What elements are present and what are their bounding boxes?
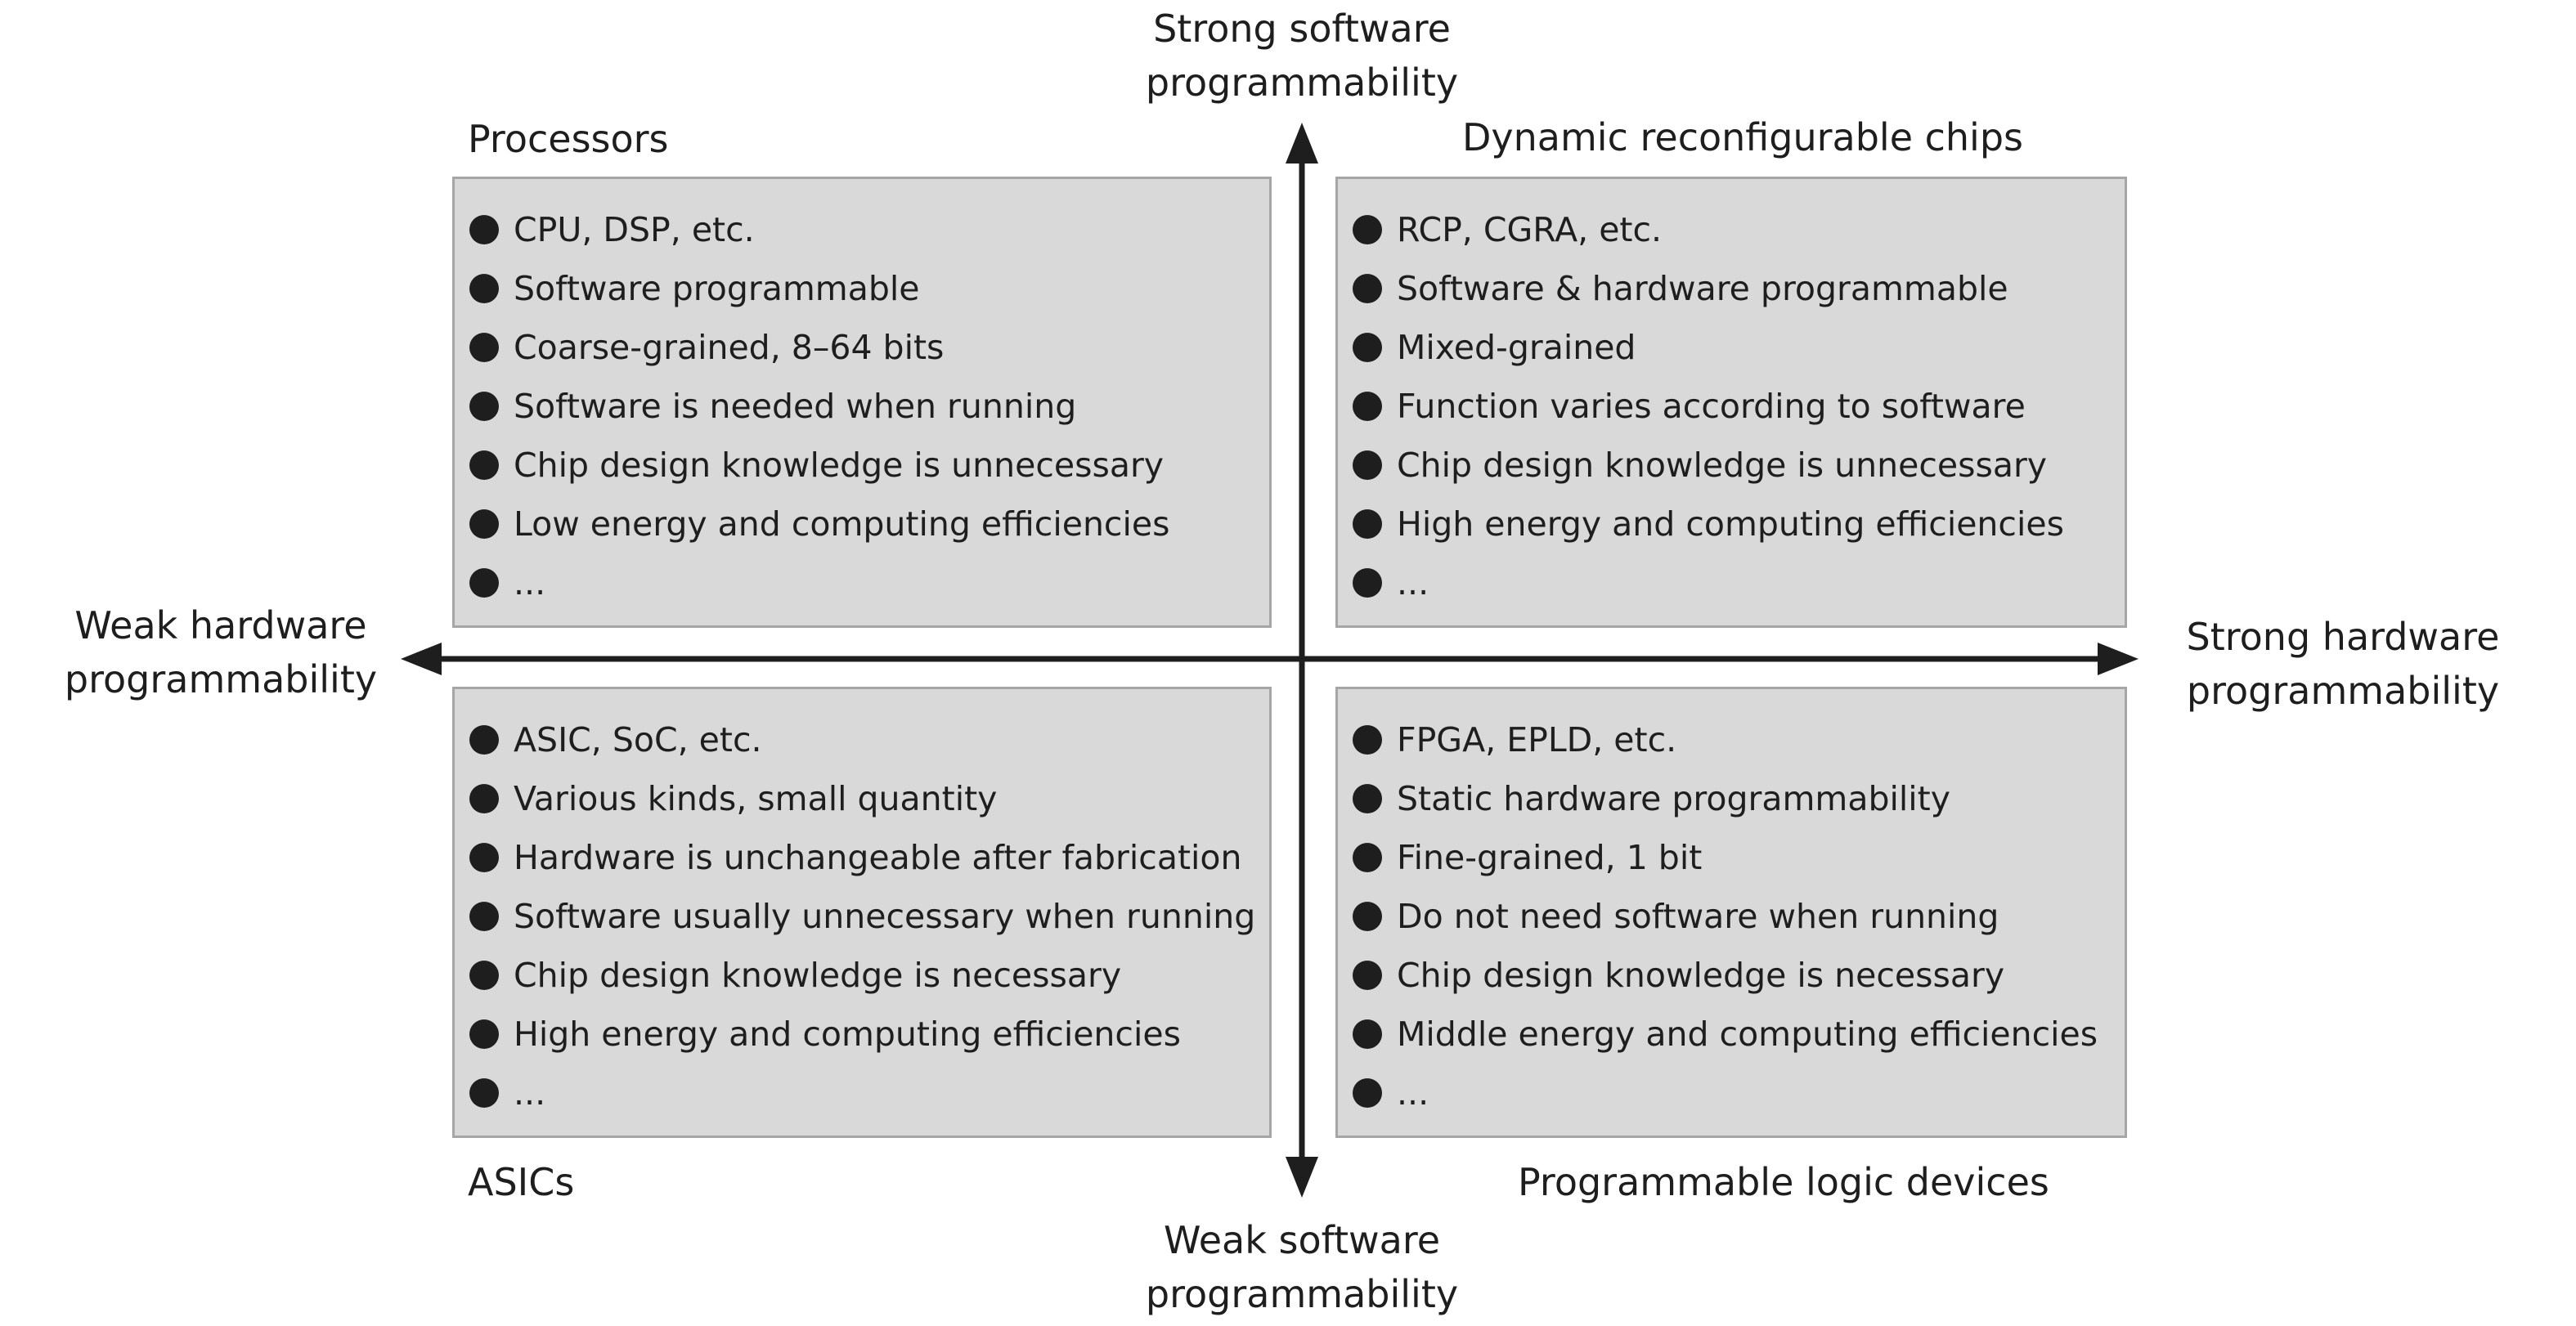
list-item-text: Fine-grained, 1 bit <box>1397 838 1703 877</box>
list-item-text: Coarse-grained, 8–64 bits <box>514 328 945 367</box>
list-item <box>1338 377 2125 436</box>
list-item-text: ASIC, SoC, etc. <box>514 720 762 759</box>
bullet-icon <box>469 274 499 303</box>
bullet-icon <box>469 725 499 755</box>
quadrant-title-dynamic-reconfigurable-chips: Dynamic reconfigurable chips <box>1462 115 2024 159</box>
bullet-icon <box>469 784 499 813</box>
list-item-text: High energy and computing efficiencies <box>1397 504 2064 544</box>
list-item-text: Function varies according to software <box>1397 387 2026 426</box>
list-item-text: Chip design knowledge is unnecessary <box>514 446 1165 485</box>
list-item <box>1338 200 2125 259</box>
axis-label-right-line2: programmability <box>2186 669 2500 713</box>
bullet-icon <box>469 450 499 480</box>
bullet-icon <box>1353 843 1382 872</box>
bullet-icon <box>1353 1078 1382 1108</box>
list-item-text: Low energy and computing efficiencies <box>514 504 1170 544</box>
bullet-icon <box>469 392 499 421</box>
list-item-text: ... <box>1397 1073 1429 1113</box>
dynamic-reconfigurable-chips-box <box>1335 177 2127 628</box>
bullet-icon <box>1353 902 1382 931</box>
bullet-icon <box>1353 568 1382 598</box>
list-item-text: Static hardware programmability <box>1397 779 1951 818</box>
quadrant-title-programmable-logic-devices: Programmable logic devices <box>1518 1160 2049 1204</box>
bullet-icon <box>469 215 499 244</box>
bullet-icon <box>469 333 499 362</box>
axis-label-top-line1: Strong software <box>1153 7 1451 51</box>
bullet-icon <box>1353 725 1382 755</box>
list-item <box>1338 946 2125 1005</box>
bullet-icon <box>469 568 499 598</box>
list-item-text: Software & hardware programmable <box>1397 269 2008 308</box>
list-item-text: Software usually unnecessary when running <box>514 897 1256 936</box>
list-item <box>1338 318 2125 377</box>
list-item <box>1338 887 2125 946</box>
list-item <box>455 887 1269 946</box>
axis-label-left-line1: Weak hardware <box>74 603 367 647</box>
bullet-icon <box>1353 333 1382 362</box>
list-item <box>1338 1064 2125 1122</box>
list-item <box>455 436 1269 495</box>
bullet-icon <box>1353 1019 1382 1049</box>
list-item <box>455 553 1269 612</box>
list-item <box>455 1064 1269 1122</box>
bullet-icon <box>1353 450 1382 480</box>
axis-label-top <box>1130 2 1474 110</box>
list-item-text: ... <box>514 563 546 603</box>
asics-box <box>452 687 1272 1138</box>
bullet-icon <box>1353 784 1382 813</box>
processors-box <box>452 177 1272 628</box>
axis-label-top-line2: programmability <box>1145 60 1459 105</box>
list-item-text: Software is needed when running <box>514 387 1077 426</box>
list-item <box>1338 1005 2125 1064</box>
list-item-text: Chip design knowledge is unnecessary <box>1397 446 2048 485</box>
list-item <box>455 259 1269 318</box>
programmable-logic-devices-box <box>1335 687 2127 1138</box>
axis-label-bottom-line1: Weak software <box>1163 1218 1441 1262</box>
bullet-icon <box>1353 961 1382 990</box>
list-item-text: Various kinds, small quantity <box>514 779 998 818</box>
list-item-text: Software programmable <box>514 269 920 308</box>
bullet-icon <box>469 1078 499 1108</box>
list-item <box>1338 710 2125 769</box>
list-item-text: FPGA, EPLD, etc. <box>1397 720 1677 759</box>
axis-label-bottom <box>1130 1213 1474 1321</box>
quadrant-title-processors: Processors <box>468 117 669 161</box>
bullet-icon <box>1353 215 1382 244</box>
list-item <box>1338 436 2125 495</box>
bullet-icon <box>1353 274 1382 303</box>
bullet-icon <box>1353 392 1382 421</box>
bullet-icon <box>469 961 499 990</box>
list-item-text: Mixed-grained <box>1397 328 1636 367</box>
list-item-text: Chip design knowledge is necessary <box>1397 956 2005 995</box>
bullet-icon <box>469 1019 499 1049</box>
list-item <box>455 710 1269 769</box>
list-item-text: CPU, DSP, etc. <box>514 210 755 249</box>
list-item <box>455 946 1269 1005</box>
list-item <box>1338 828 2125 887</box>
list-item <box>1338 259 2125 318</box>
list-item-text: ... <box>1397 563 1429 603</box>
list-item-text: ... <box>514 1073 546 1113</box>
axis-label-left-line2: programmability <box>64 657 378 701</box>
list-item <box>455 200 1269 259</box>
list-item-text: Middle energy and computing efficiencies <box>1397 1015 2098 1054</box>
axis-label-right-line1: Strong hardware <box>2186 615 2500 659</box>
axis-label-bottom-line2: programmability <box>1145 1272 1459 1316</box>
list-item <box>455 495 1269 553</box>
left-arrow-head <box>401 643 442 675</box>
right-arrow-head <box>2098 643 2138 675</box>
quadrant-title-asics: ASICs <box>468 1160 575 1204</box>
dynamic-reconfigurable-chips-list <box>1338 200 2125 612</box>
bullet-icon <box>469 843 499 872</box>
list-item-text: Chip design knowledge is necessary <box>514 956 1122 995</box>
list-item-text: RCP, CGRA, etc. <box>1397 210 1663 249</box>
list-item <box>1338 769 2125 828</box>
list-item <box>455 377 1269 436</box>
list-item-text: Do not need software when running <box>1397 897 1999 936</box>
axis-label-left <box>49 598 393 706</box>
list-item <box>455 318 1269 377</box>
bullet-icon <box>469 509 499 539</box>
list-item-text: High energy and computing efficiencies <box>514 1015 1181 1054</box>
asics-list <box>455 710 1269 1122</box>
axis-label-right <box>2171 610 2515 718</box>
processors-list <box>455 200 1269 612</box>
programmable-logic-devices-list <box>1338 710 2125 1122</box>
list-item <box>455 1005 1269 1064</box>
up-arrow-head <box>1286 123 1318 164</box>
list-item <box>455 769 1269 828</box>
bullet-icon <box>469 902 499 931</box>
list-item <box>455 828 1269 887</box>
list-item-text: Hardware is unchangeable after fabrication <box>514 838 1242 877</box>
list-item <box>1338 553 2125 612</box>
bullet-icon <box>1353 509 1382 539</box>
down-arrow-head <box>1286 1157 1318 1198</box>
list-item <box>1338 495 2125 553</box>
